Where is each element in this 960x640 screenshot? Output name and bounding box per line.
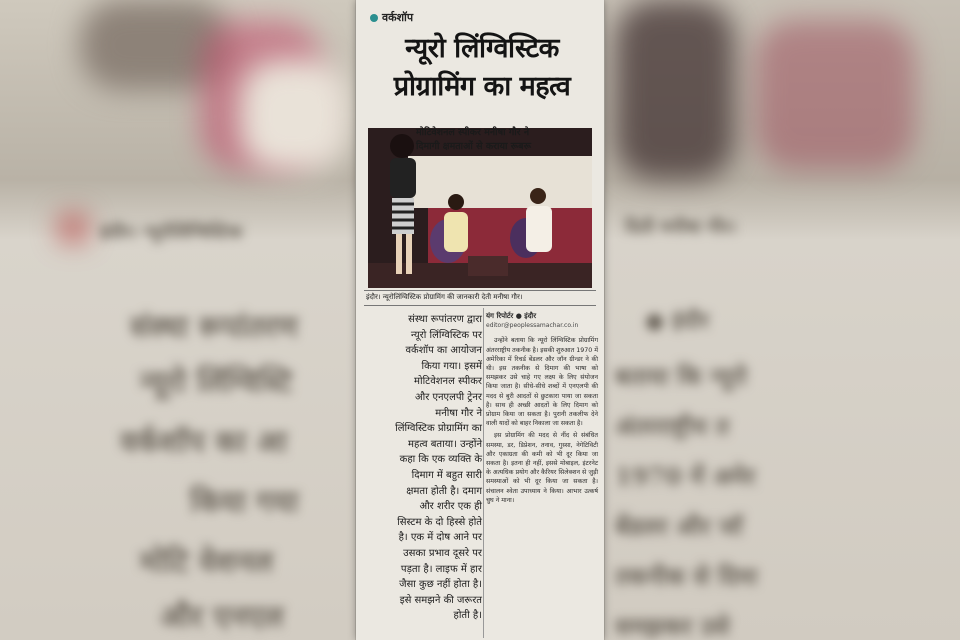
headline-line: न्यूरो लिंग्विस्टिक: [405, 33, 559, 64]
article-line: उसका प्रभाव दूसरे पर: [403, 547, 482, 559]
blurred-text: ● इंदौर: [645, 308, 710, 334]
subheadline-line: दिमागी क्षमताओं से कराया रूबरू: [416, 141, 531, 152]
article-line: लिंग्विस्टिक प्रोग्रामिंग का: [395, 423, 482, 435]
blurred-background-left: [0, 0, 355, 640]
blurred-text: तकनीक से दिमा: [615, 562, 758, 591]
blurred-text: 1970 में अमेर: [615, 462, 756, 491]
headline-line: प्रोग्रामिंग का महत्व: [393, 71, 571, 102]
blurred-text: मोटि वेशनल: [140, 545, 274, 580]
blurred-text: और एनएल: [160, 600, 284, 635]
blurred-text: इंदौर। न्यूरोलिंग्विस्टिक: [100, 222, 243, 243]
article-column-left: [364, 312, 482, 624]
paragraph: उन्होंने बताया कि न्यूरो लिंग्विस्टिक प्रोग्रामिंग अंतरराष्ट्रीय तकनीक है। इसकी शुरुआत 1970 में अमेरिका में रिचर्ड बेंडलर और जॉन ग्रीन्डर ने की थी। इस तकनीक से दिमाग की भाषा को समझकर उसे चाहे गए लक्ष्य के लिए संयोजन किया जाता है। सीधे-सीधे शब्दों में एनएलपी की मदद से बुरी आदतों से छुटकारा पाया जा सकता है। साथ ही अच्छी आदतों के लिए दिमाग को प्रोग्राम किया जा सकता है। पुरानी तकलीफ देने वाली यादों को बाहर निकाला जा सकता है।: [486, 337, 598, 428]
paragraph: इस प्रोग्रामिंग की मदद से नींद से संबंधित समस्या, डर, डिप्रेशन, तनाव, गुस्सा, नेगेटिविटी और एकाग्रता की कमी को भी दूर किया जा सकता है। इतना ही नहीं, इससे मोबाइल, इंटरनेट के अत्यधिक प्रयोग और कैरियर सिलेक्शन से जुड़ी समस्याओं को भी दूर किया जा सकता है। संचालन श्वेता उपाध्याय ने किया। आभार उत्कर्ष चुघ ने माना।: [486, 432, 598, 504]
article-line: जैसा कुछ नहीं होता है।: [399, 579, 482, 591]
article-line: पड़ता है। लाइफ में हार: [400, 563, 482, 575]
category-tag: [370, 10, 413, 25]
article-line: महत्व बताया। उन्होंने: [408, 438, 482, 450]
article-line: दिमाग में बहुत सारी: [411, 469, 482, 481]
blurred-dot: [60, 215, 86, 241]
blurred-text: न्यूरो लिंग्विस्टि: [140, 365, 293, 400]
article-line: वर्कशॉप का आयोजन: [405, 345, 482, 357]
bullet-icon: [370, 14, 378, 22]
subheadline-line: मोटिवेशनल स्पीकर मनीषा गौर ने: [416, 127, 530, 138]
blurred-shape: [240, 60, 350, 170]
byline-email: editor@peoplessamachar.co.in: [486, 322, 579, 330]
blurred-text: संस्था रूपांतरण: [130, 310, 298, 345]
byline: यंग रिपोर्टर ● इंदौर: [486, 312, 537, 320]
article-line: कहा कि एक व्यक्ति के: [399, 454, 482, 466]
photo-caption: इंदौर। न्यूरोलिंग्विस्टिक प्रोग्रामिंग की जानकारी देती मनीषा गौर।: [366, 293, 523, 301]
blurred-text: समझकर उसे: [615, 612, 730, 640]
blurred-text: बताया कि न्यूरो: [615, 362, 748, 391]
article-line: किया गया। इसमें: [421, 360, 482, 372]
article-line: न्यूरो लिंग्विस्टिक पर: [410, 329, 482, 341]
article-line: क्षमता होती है। दमाग: [406, 485, 482, 497]
article-column-right: [486, 312, 598, 505]
article-line: इसे समझने की जरूरत: [399, 594, 482, 606]
divider: [364, 305, 596, 306]
blurred-text: वर्कशॉप का आ: [120, 425, 288, 460]
article-line: है। एक में दोष आने पर: [398, 532, 482, 544]
article-line: होती है।: [453, 610, 482, 622]
blurred-text: किया गया: [190, 485, 299, 520]
category-label: वर्कशॉप: [382, 11, 414, 24]
article-line: और एनएलपी ट्रेनर: [414, 391, 482, 403]
blurred-text: अंतरराष्ट्रीय त: [615, 412, 730, 441]
article-line: सिस्टम के दो हिस्से होते: [397, 516, 482, 528]
article-line: संस्था रूपांतरण द्वारा: [408, 314, 482, 325]
blurred-text: दिती मनीषा गौर।: [625, 217, 737, 238]
blurred-background-right: [605, 0, 960, 640]
column-divider: [483, 308, 484, 638]
subheadline: [416, 126, 598, 154]
article-line: और शरीर एक ही: [419, 501, 482, 513]
blurred-shape: [615, 0, 735, 180]
blurred-shape: [755, 20, 915, 170]
headline: [364, 30, 600, 106]
divider: [364, 290, 596, 291]
blurred-text: बेंडलर और जॉ: [615, 512, 743, 541]
article-line: मोटिवेशनल स्पीकर: [414, 376, 482, 388]
newspaper-clipping: [356, 0, 604, 640]
article-line: मनीषा गौर ने: [435, 407, 482, 419]
